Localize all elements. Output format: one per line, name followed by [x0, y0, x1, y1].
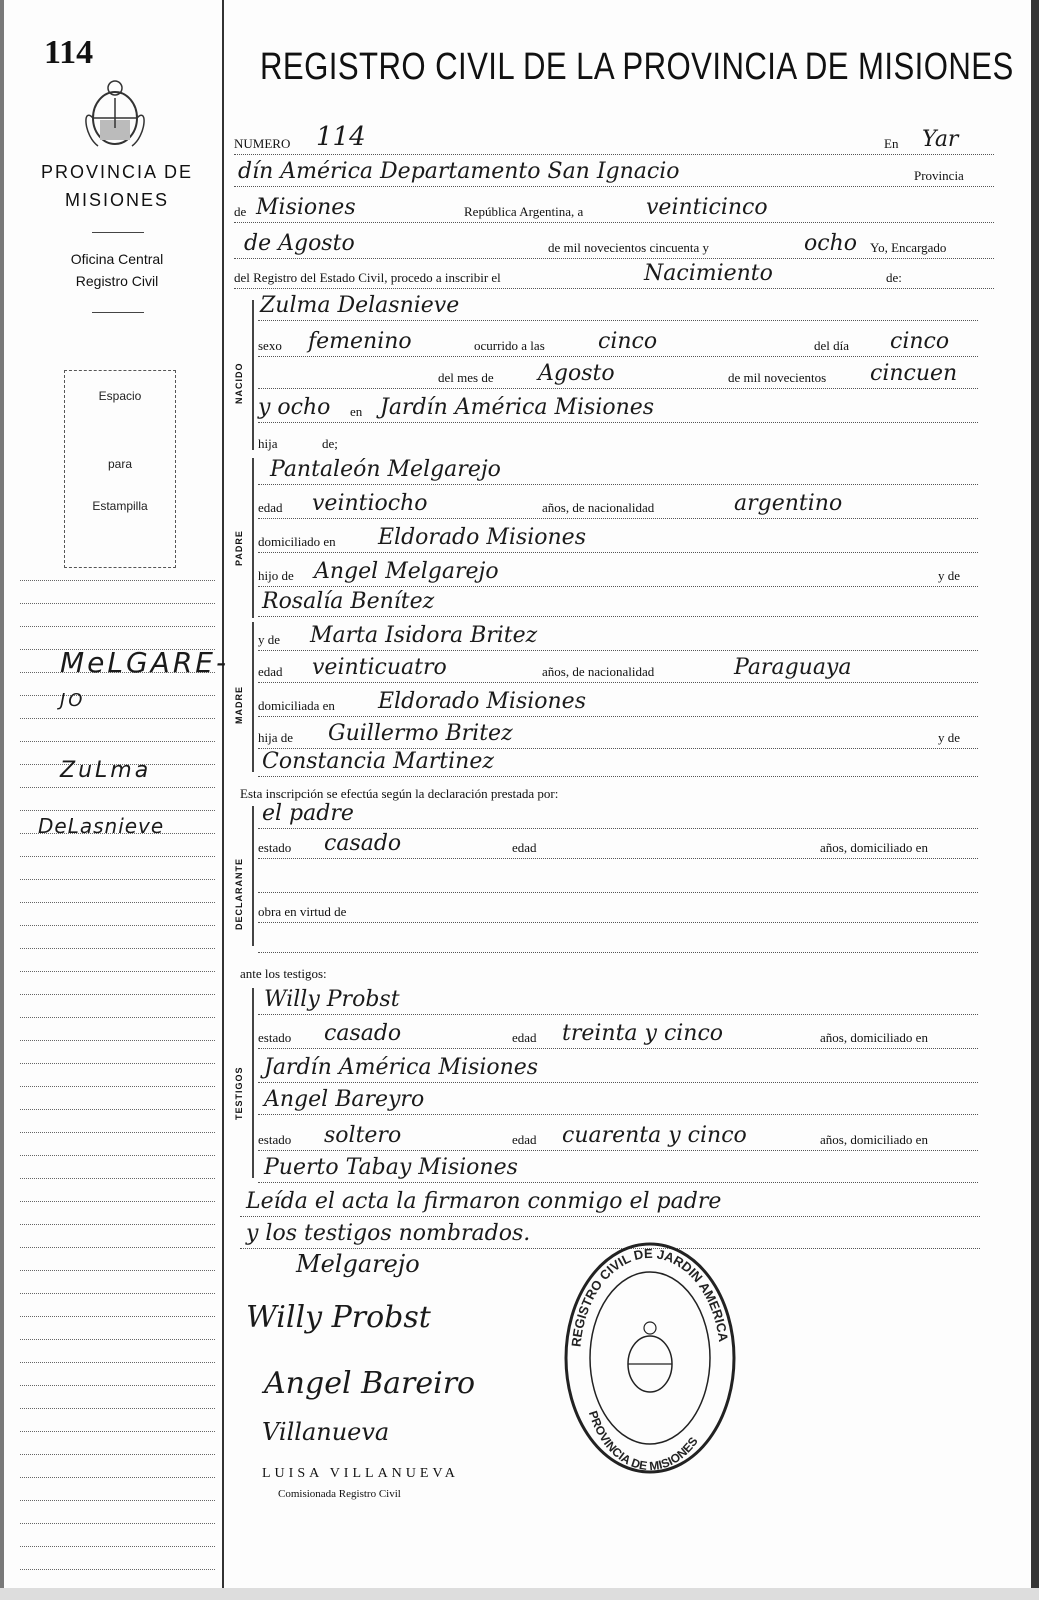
madre-madre-value: Constancia Martinez — [262, 749, 494, 774]
margin-rule — [20, 925, 215, 927]
testigo2-domicilio-value: Puerto Tabay Misiones — [264, 1155, 518, 1180]
padre-domicilio-label: domiciliado en — [258, 534, 336, 549]
signature-witness-1: Willy Probst — [246, 1300, 431, 1335]
de-label: de — [234, 204, 247, 219]
row-declarante-blank — [258, 866, 978, 893]
closing-line-1: Leída el acta la firmaron conmigo el padre — [246, 1189, 722, 1214]
madre-domicilio-label: domiciliada en — [258, 698, 335, 713]
page-right-edge — [1031, 0, 1039, 1600]
margin-rule — [20, 1339, 215, 1341]
seal-bottom-text: PROVINCIA DE MISIONES — [585, 1409, 701, 1474]
margin-note-firstname: ZuLma — [60, 758, 152, 783]
en-label-lugar: en — [350, 404, 363, 419]
row-date — [234, 232, 994, 259]
month-value: de Agosto — [244, 231, 355, 256]
margin-rule — [20, 1362, 215, 1364]
testigo1-name-value: Willy Probst — [264, 987, 400, 1012]
officer-title: Comisionada Registro Civil — [278, 1488, 401, 1500]
row-madre-name — [258, 624, 978, 651]
place-value: dín América Departamento San Ignacio — [238, 159, 680, 184]
row-closing-1 — [240, 1190, 980, 1217]
stamp-space-box — [64, 370, 176, 568]
testigos-intro-label: ante los testigos: — [240, 966, 327, 981]
row-testigo1-domicilio — [258, 1056, 978, 1083]
row-nacido-name — [258, 294, 978, 321]
mes-value: Agosto — [538, 361, 615, 386]
row-hija — [258, 428, 458, 454]
act-value: Nacimiento — [644, 261, 773, 286]
office-name — [22, 248, 212, 292]
separator — [92, 312, 144, 313]
year-value: ocho — [804, 231, 857, 256]
stamp-label-3: Estampilla — [92, 499, 148, 513]
row-testigo1-name — [258, 988, 978, 1015]
officer-name: LUISA VILLANUEVA — [262, 1466, 459, 1481]
anio-value-3: y ocho — [258, 395, 331, 420]
row-testigo1-estado — [258, 1022, 978, 1049]
nacido-name-value: Zulma Delasnieve — [260, 293, 460, 318]
row-sexo — [258, 330, 978, 357]
province-line-2: MISIONES — [64, 190, 169, 210]
margin-rule — [20, 879, 215, 881]
office-line-1: Oficina Central — [70, 251, 164, 267]
margin-rule — [20, 1086, 215, 1088]
margin-rule — [20, 1040, 215, 1042]
madre-section-label: MADRE — [234, 686, 244, 724]
padre-name-value: Pantaleón Melgarejo — [270, 457, 501, 482]
padre-hijo-label: hijo de — [258, 568, 294, 583]
margin-rule — [20, 741, 215, 743]
madre-domicilio-value: Eldorado Misiones — [378, 689, 586, 714]
declarante-edad-label: edad — [512, 840, 537, 855]
madre-name-value: Marta Isidora Britez — [310, 623, 538, 648]
margin-ruled-lines — [20, 580, 215, 1592]
margin-note-secondname: DeLasnieve — [38, 814, 165, 838]
seal-top-text: REGISTRO CIVIL DE JARDIN AMERICA — [568, 1245, 732, 1348]
numero-label: NUMERO — [234, 136, 291, 151]
yo-label: Yo, Encargado — [870, 240, 947, 255]
madre-hija-label: hija de — [258, 730, 294, 745]
row-registro — [234, 262, 994, 289]
nacido-section-label: NACIDO — [234, 362, 244, 404]
declarante-estado-value: casado — [324, 831, 402, 856]
declarante-name-value: el padre — [262, 801, 354, 826]
margin-rule — [20, 856, 215, 858]
hija-label: hija — [258, 436, 278, 451]
testigo2-edad-value: cuarenta y cinco — [562, 1123, 747, 1148]
mes-label: del mes de — [438, 370, 494, 385]
lugar-value: Jardín América Misiones — [380, 395, 655, 420]
year-label: de mil novecientos cincuenta y — [548, 240, 710, 255]
testigo1-estado-value: casado — [324, 1021, 402, 1046]
madre-nacionalidad-value: Paraguaya — [734, 655, 852, 680]
closing-line-2: y los testigos nombrados. — [246, 1221, 531, 1246]
testigo2-estado-value: soltero — [324, 1123, 402, 1148]
margin-rule — [20, 718, 215, 720]
row-padre-edad — [258, 492, 978, 519]
margin-rule — [20, 1454, 215, 1456]
margin-rule — [20, 1293, 215, 1295]
nacido-bracket — [252, 300, 254, 450]
testigo2-anios-label: años, domiciliado en — [820, 1132, 928, 1147]
declarante-section-label: DECLARANTE — [234, 858, 244, 930]
declarante-estado-label: estado — [258, 840, 292, 855]
testigo1-edad-label: edad — [512, 1030, 537, 1045]
en-value: Yar — [922, 127, 959, 152]
margin-rule — [20, 994, 215, 996]
padre-edad-label: edad — [258, 500, 283, 515]
testigo2-edad-label: edad — [512, 1132, 537, 1147]
anio-label: de mil novecientos — [728, 370, 827, 385]
margin-rule — [20, 1385, 215, 1387]
testigo2-estado-label: estado — [258, 1132, 292, 1147]
stamp-label-1: Espacio — [98, 389, 142, 403]
margin-rule — [20, 1063, 215, 1065]
madre-edad-value: veinticuatro — [312, 655, 447, 680]
margin-rule — [20, 1408, 215, 1410]
row-padre-hijo — [258, 560, 978, 587]
en-label: En — [884, 136, 899, 151]
margin-rule — [20, 1132, 215, 1134]
margin-rule — [20, 1178, 215, 1180]
provincia-label: Provincia — [914, 168, 964, 183]
margin-rule — [20, 626, 215, 628]
official-seal-icon — [560, 1238, 740, 1478]
page-title: REGISTRO CIVIL DE LA PROVINCIA DE MISIONES — [260, 46, 1014, 88]
testigo1-edad-value: treinta y cinco — [562, 1021, 724, 1046]
testigo2-name-value: Angel Bareyro — [264, 1087, 425, 1112]
margin-rule — [20, 1017, 215, 1019]
province-value: Misiones — [256, 195, 356, 220]
padre-madre-value: Rosalía Benítez — [262, 589, 435, 614]
padre-edad-value: veintiocho — [312, 491, 428, 516]
separator — [92, 232, 144, 233]
row-mes — [258, 362, 978, 389]
sexo-value: femenino — [308, 329, 412, 354]
margin-rule — [20, 603, 215, 605]
registro-label: del Registro del Estado Civil, procedo a inscribir el — [234, 270, 501, 285]
margin-rule — [20, 1546, 215, 1548]
margin-note-surname-cont: JO — [60, 690, 86, 711]
row-testigo2-domicilio — [258, 1156, 978, 1183]
numero-value: 114 — [316, 122, 366, 152]
left-margin-panel — [0, 0, 230, 1600]
hora-value: cinco — [598, 329, 658, 354]
row-madre-hija — [258, 722, 978, 749]
madre-yde2-label: y de — [938, 730, 961, 745]
padre-nacionalidad-value: argentino — [734, 491, 843, 516]
dia-value: cinco — [890, 329, 950, 354]
margin-rule — [20, 971, 215, 973]
margin-rule — [20, 1523, 215, 1525]
stamp-label-2: para — [107, 457, 133, 471]
margin-rule — [20, 902, 215, 904]
margin-rule — [20, 948, 215, 950]
signature-officer: Villanueva — [262, 1418, 390, 1446]
province-name — [22, 158, 212, 214]
testigos-bracket — [252, 988, 254, 1178]
row-padre-madre — [258, 590, 978, 617]
margin-rule — [20, 1431, 215, 1433]
anio-value-1: cincuen — [870, 361, 958, 386]
declarante-obra-label: obra en virtud de — [258, 904, 347, 919]
testigo1-anios-label: años, domiciliado en — [820, 1030, 928, 1045]
margin-rule — [20, 1109, 215, 1111]
margin-divider — [222, 0, 224, 1600]
row-testigo2-name — [258, 1088, 978, 1115]
coat-of-arms-icon — [80, 76, 150, 152]
row-padre-name — [258, 458, 978, 485]
day-value: veinticinco — [646, 195, 768, 220]
row-padre-domicilio — [258, 526, 978, 553]
row-testigos-intro — [240, 958, 440, 984]
margin-rule — [20, 1500, 215, 1502]
signature-father: Melgarejo — [296, 1250, 420, 1278]
page-bottom-strip — [0, 1588, 1039, 1600]
hija-de-label: de; — [322, 436, 338, 451]
margin-rule — [20, 1477, 215, 1479]
row-madre-domicilio — [258, 690, 978, 717]
padre-hijo-value: Angel Melgarejo — [314, 559, 499, 584]
padre-anios-label: años, de nacionalidad — [542, 500, 655, 515]
margin-rule — [20, 1155, 215, 1157]
madre-bracket — [252, 622, 254, 772]
signature-witness-2: Angel Bareiro — [264, 1366, 476, 1401]
margin-rule — [20, 1201, 215, 1203]
row-declarante-blank2 — [258, 926, 978, 953]
row-lugar — [258, 396, 978, 423]
padre-section-label: PADRE — [234, 530, 244, 566]
margin-rule — [20, 1316, 215, 1318]
row-place — [234, 160, 994, 187]
folio-number: 114 — [44, 34, 94, 71]
province-line-1: PROVINCIA DE — [40, 162, 194, 182]
testigo1-domicilio-value: Jardín América Misiones — [264, 1055, 539, 1080]
margin-rule — [20, 787, 215, 789]
margin-rule — [20, 1569, 215, 1571]
ocurrido-label: ocurrido a las — [474, 338, 545, 353]
row-numero — [234, 122, 994, 155]
madre-hija-value: Guillermo Britez — [328, 721, 513, 746]
row-declarante-obra — [258, 896, 978, 923]
row-madre-madre — [258, 750, 978, 777]
declarante-bracket — [252, 806, 254, 946]
margin-rule — [20, 1270, 215, 1272]
dia-label: del día — [814, 338, 850, 353]
margin-rule — [20, 810, 215, 812]
office-line-2: Registro Civil — [75, 273, 159, 289]
de2-label: de: — [886, 270, 902, 285]
padre-yde-label: y de — [938, 568, 961, 583]
madre-yde-label: y de — [258, 632, 281, 647]
row-testigo2-estado — [258, 1124, 978, 1151]
testigo1-estado-label: estado — [258, 1030, 292, 1045]
padre-domicilio-value: Eldorado Misiones — [378, 525, 586, 550]
republica-label: República Argentina, a — [464, 204, 584, 219]
declarante-anios-label: años, domiciliado en — [820, 840, 928, 855]
declarante-intro-label: Esta inscripción se efectúa según la declaración prestada por: — [240, 786, 559, 801]
margin-rule — [20, 695, 215, 697]
padre-bracket — [252, 458, 254, 618]
row-provincia — [234, 196, 994, 223]
margin-note-surname: MeLGARE- — [60, 646, 230, 679]
margin-rule — [20, 1247, 215, 1249]
margin-rule — [20, 1224, 215, 1226]
margin-rule — [20, 580, 215, 582]
sexo-label: sexo — [258, 338, 282, 353]
testigos-section-label: TESTIGOS — [234, 1066, 244, 1120]
madre-edad-label: edad — [258, 664, 283, 679]
row-declarante-estado — [258, 832, 978, 859]
row-madre-edad — [258, 656, 978, 683]
madre-anios-label: años, de nacionalidad — [542, 664, 655, 679]
row-declarante-name — [258, 802, 978, 829]
